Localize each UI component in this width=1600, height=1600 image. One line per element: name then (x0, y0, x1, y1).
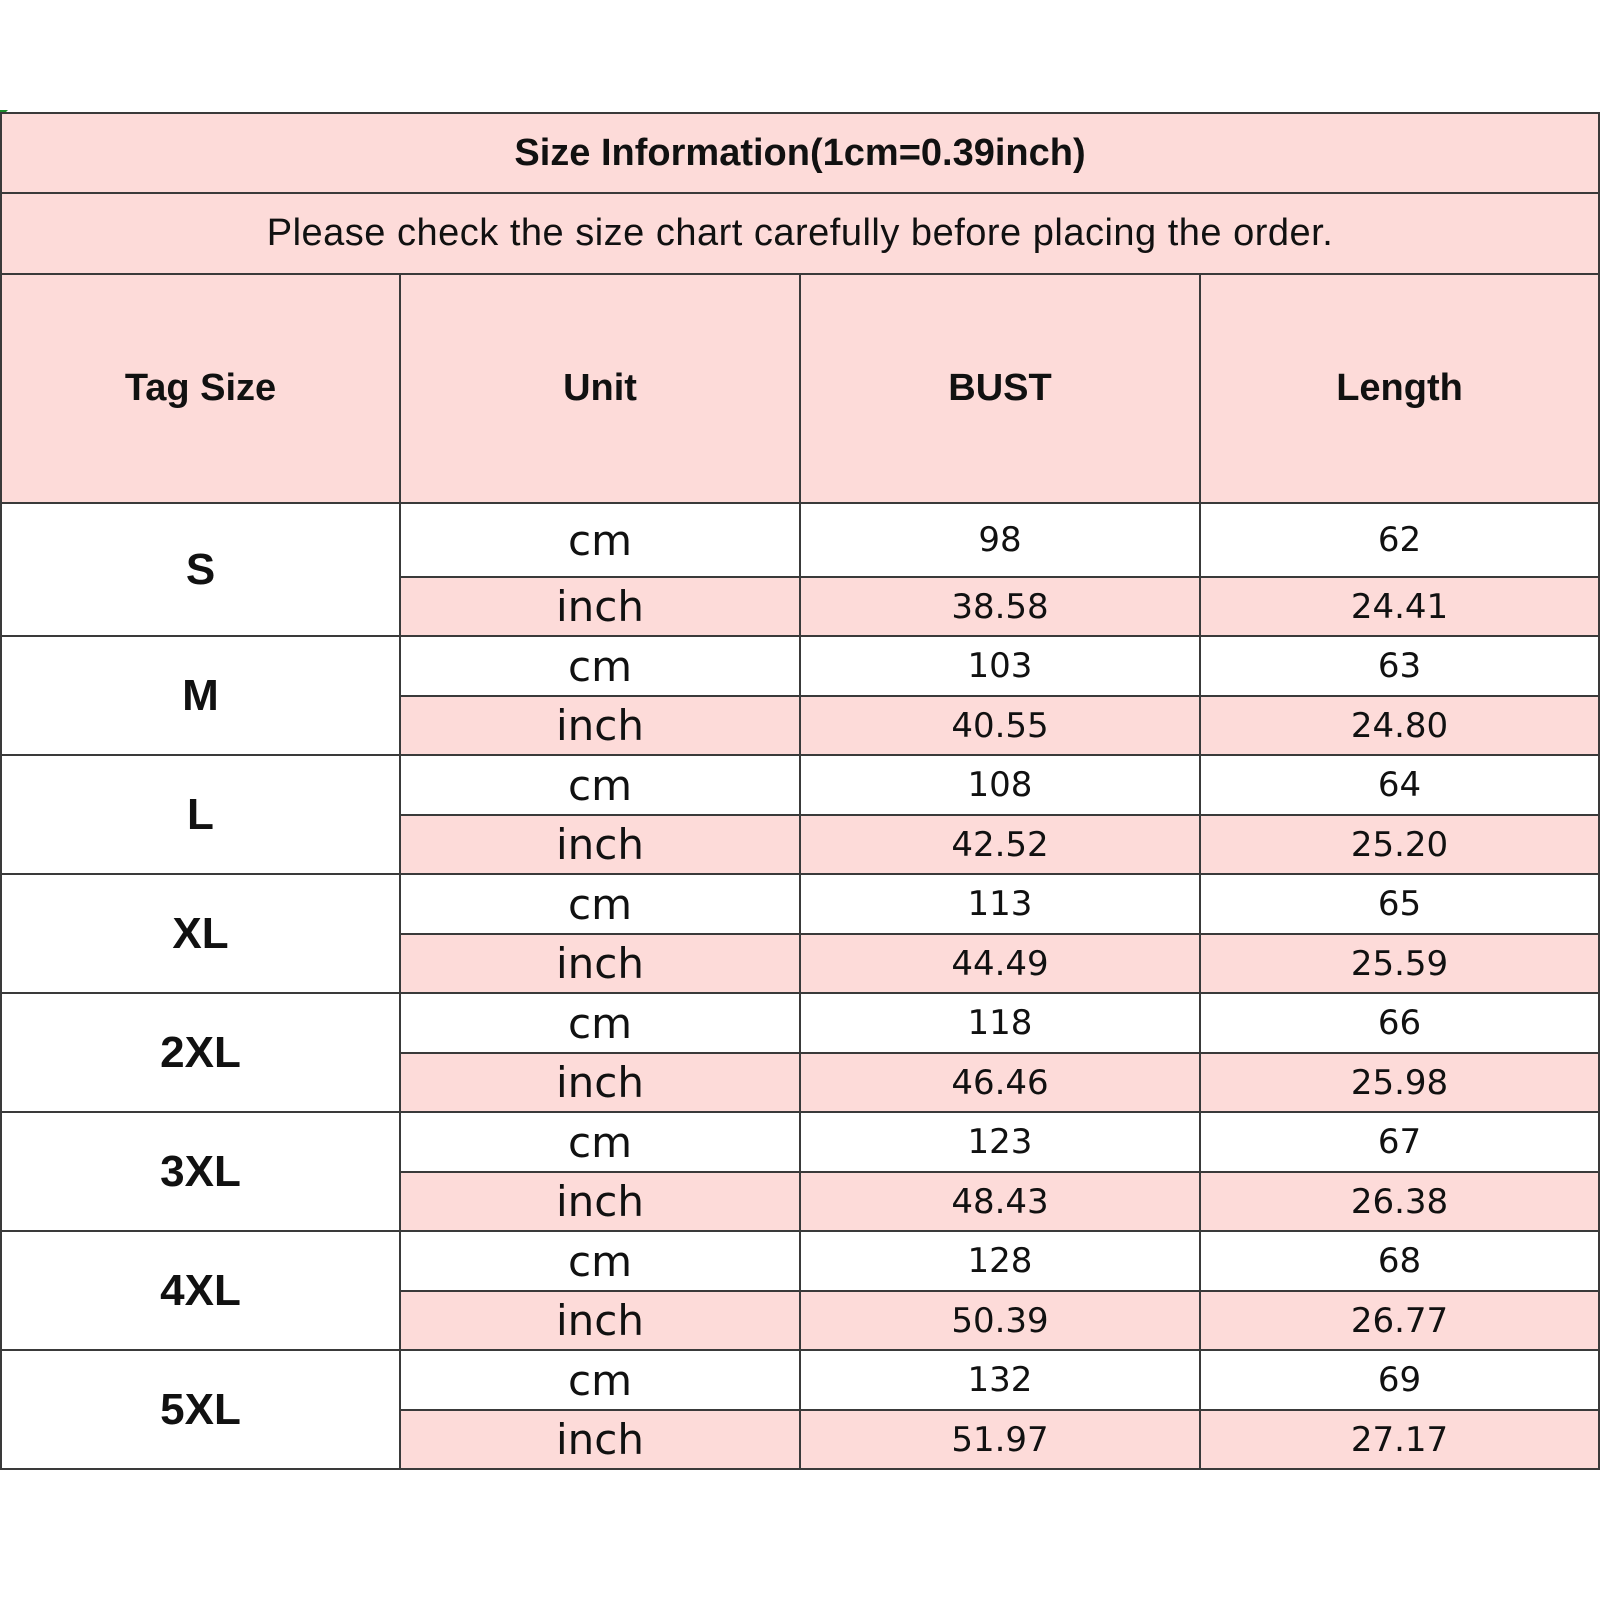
bust-cell: 123 (800, 1112, 1200, 1172)
length-cell: 64 (1200, 755, 1599, 815)
tag-size-cell: S (1, 503, 400, 636)
bust-cell: 38.58 (800, 577, 1200, 636)
unit-cell: cm (400, 503, 800, 577)
unit-cell: inch (400, 934, 800, 993)
table-row (1, 755, 1599, 815)
unit-cell: cm (400, 1231, 800, 1291)
bust-cell: 51.97 (800, 1410, 1200, 1469)
unit-cell: inch (400, 696, 800, 755)
bust-cell: 103 (800, 636, 1200, 696)
chart-title: Size Information(1cm=0.39inch) (1, 113, 1599, 193)
tag-size-cell: M (1, 636, 400, 755)
chart-note: Please check the size chart carefully before placing the order. (1, 193, 1599, 274)
tag-size-cell: 4XL (1, 1231, 400, 1350)
tag-size-cell: 3XL (1, 1112, 400, 1231)
length-cell: 26.38 (1200, 1172, 1599, 1231)
unit-cell: cm (400, 874, 800, 934)
length-cell: 67 (1200, 1112, 1599, 1172)
table-row (1, 1231, 1599, 1291)
length-cell: 25.98 (1200, 1053, 1599, 1112)
unit-cell: cm (400, 755, 800, 815)
bust-cell: 50.39 (800, 1291, 1200, 1350)
table-row (1, 636, 1599, 696)
unit-cell: inch (400, 1291, 800, 1350)
length-cell: 25.59 (1200, 934, 1599, 993)
length-cell: 26.77 (1200, 1291, 1599, 1350)
unit-cell: inch (400, 1172, 800, 1231)
bust-cell: 44.49 (800, 934, 1200, 993)
tag-size-cell: XL (1, 874, 400, 993)
header-tag-size: Tag Size (1, 274, 400, 503)
length-cell: 66 (1200, 993, 1599, 1053)
table-row (1, 993, 1599, 1053)
length-cell: 24.41 (1200, 577, 1599, 636)
unit-cell: inch (400, 1053, 800, 1112)
tag-size-cell: L (1, 755, 400, 874)
bust-cell: 128 (800, 1231, 1200, 1291)
bust-cell: 46.46 (800, 1053, 1200, 1112)
bust-cell: 40.55 (800, 696, 1200, 755)
table-row (1, 503, 1599, 577)
bust-cell: 42.52 (800, 815, 1200, 874)
header-length: Length (1200, 274, 1599, 503)
length-cell: 63 (1200, 636, 1599, 696)
bust-cell: 108 (800, 755, 1200, 815)
length-cell: 65 (1200, 874, 1599, 934)
unit-cell: cm (400, 993, 800, 1053)
size-chart-table (0, 112, 1600, 1470)
bust-cell: 48.43 (800, 1172, 1200, 1231)
unit-cell: cm (400, 1112, 800, 1172)
table-row (1, 1350, 1599, 1410)
bust-cell: 98 (800, 503, 1200, 577)
length-cell: 25.20 (1200, 815, 1599, 874)
table-row (1, 1112, 1599, 1172)
length-cell: 24.80 (1200, 696, 1599, 755)
bust-cell: 113 (800, 874, 1200, 934)
table-row (1, 874, 1599, 934)
bust-cell: 118 (800, 993, 1200, 1053)
tag-size-cell: 5XL (1, 1350, 400, 1469)
length-cell: 68 (1200, 1231, 1599, 1291)
unit-cell: inch (400, 577, 800, 636)
length-cell: 69 (1200, 1350, 1599, 1410)
length-cell: 27.17 (1200, 1410, 1599, 1469)
tag-size-cell: 2XL (1, 993, 400, 1112)
unit-cell: cm (400, 1350, 800, 1410)
unit-cell: inch (400, 1410, 800, 1469)
unit-cell: inch (400, 815, 800, 874)
length-cell: 62 (1200, 503, 1599, 577)
header-unit: Unit (400, 274, 800, 503)
bust-cell: 132 (800, 1350, 1200, 1410)
header-bust: BUST (800, 274, 1200, 503)
unit-cell: cm (400, 636, 800, 696)
